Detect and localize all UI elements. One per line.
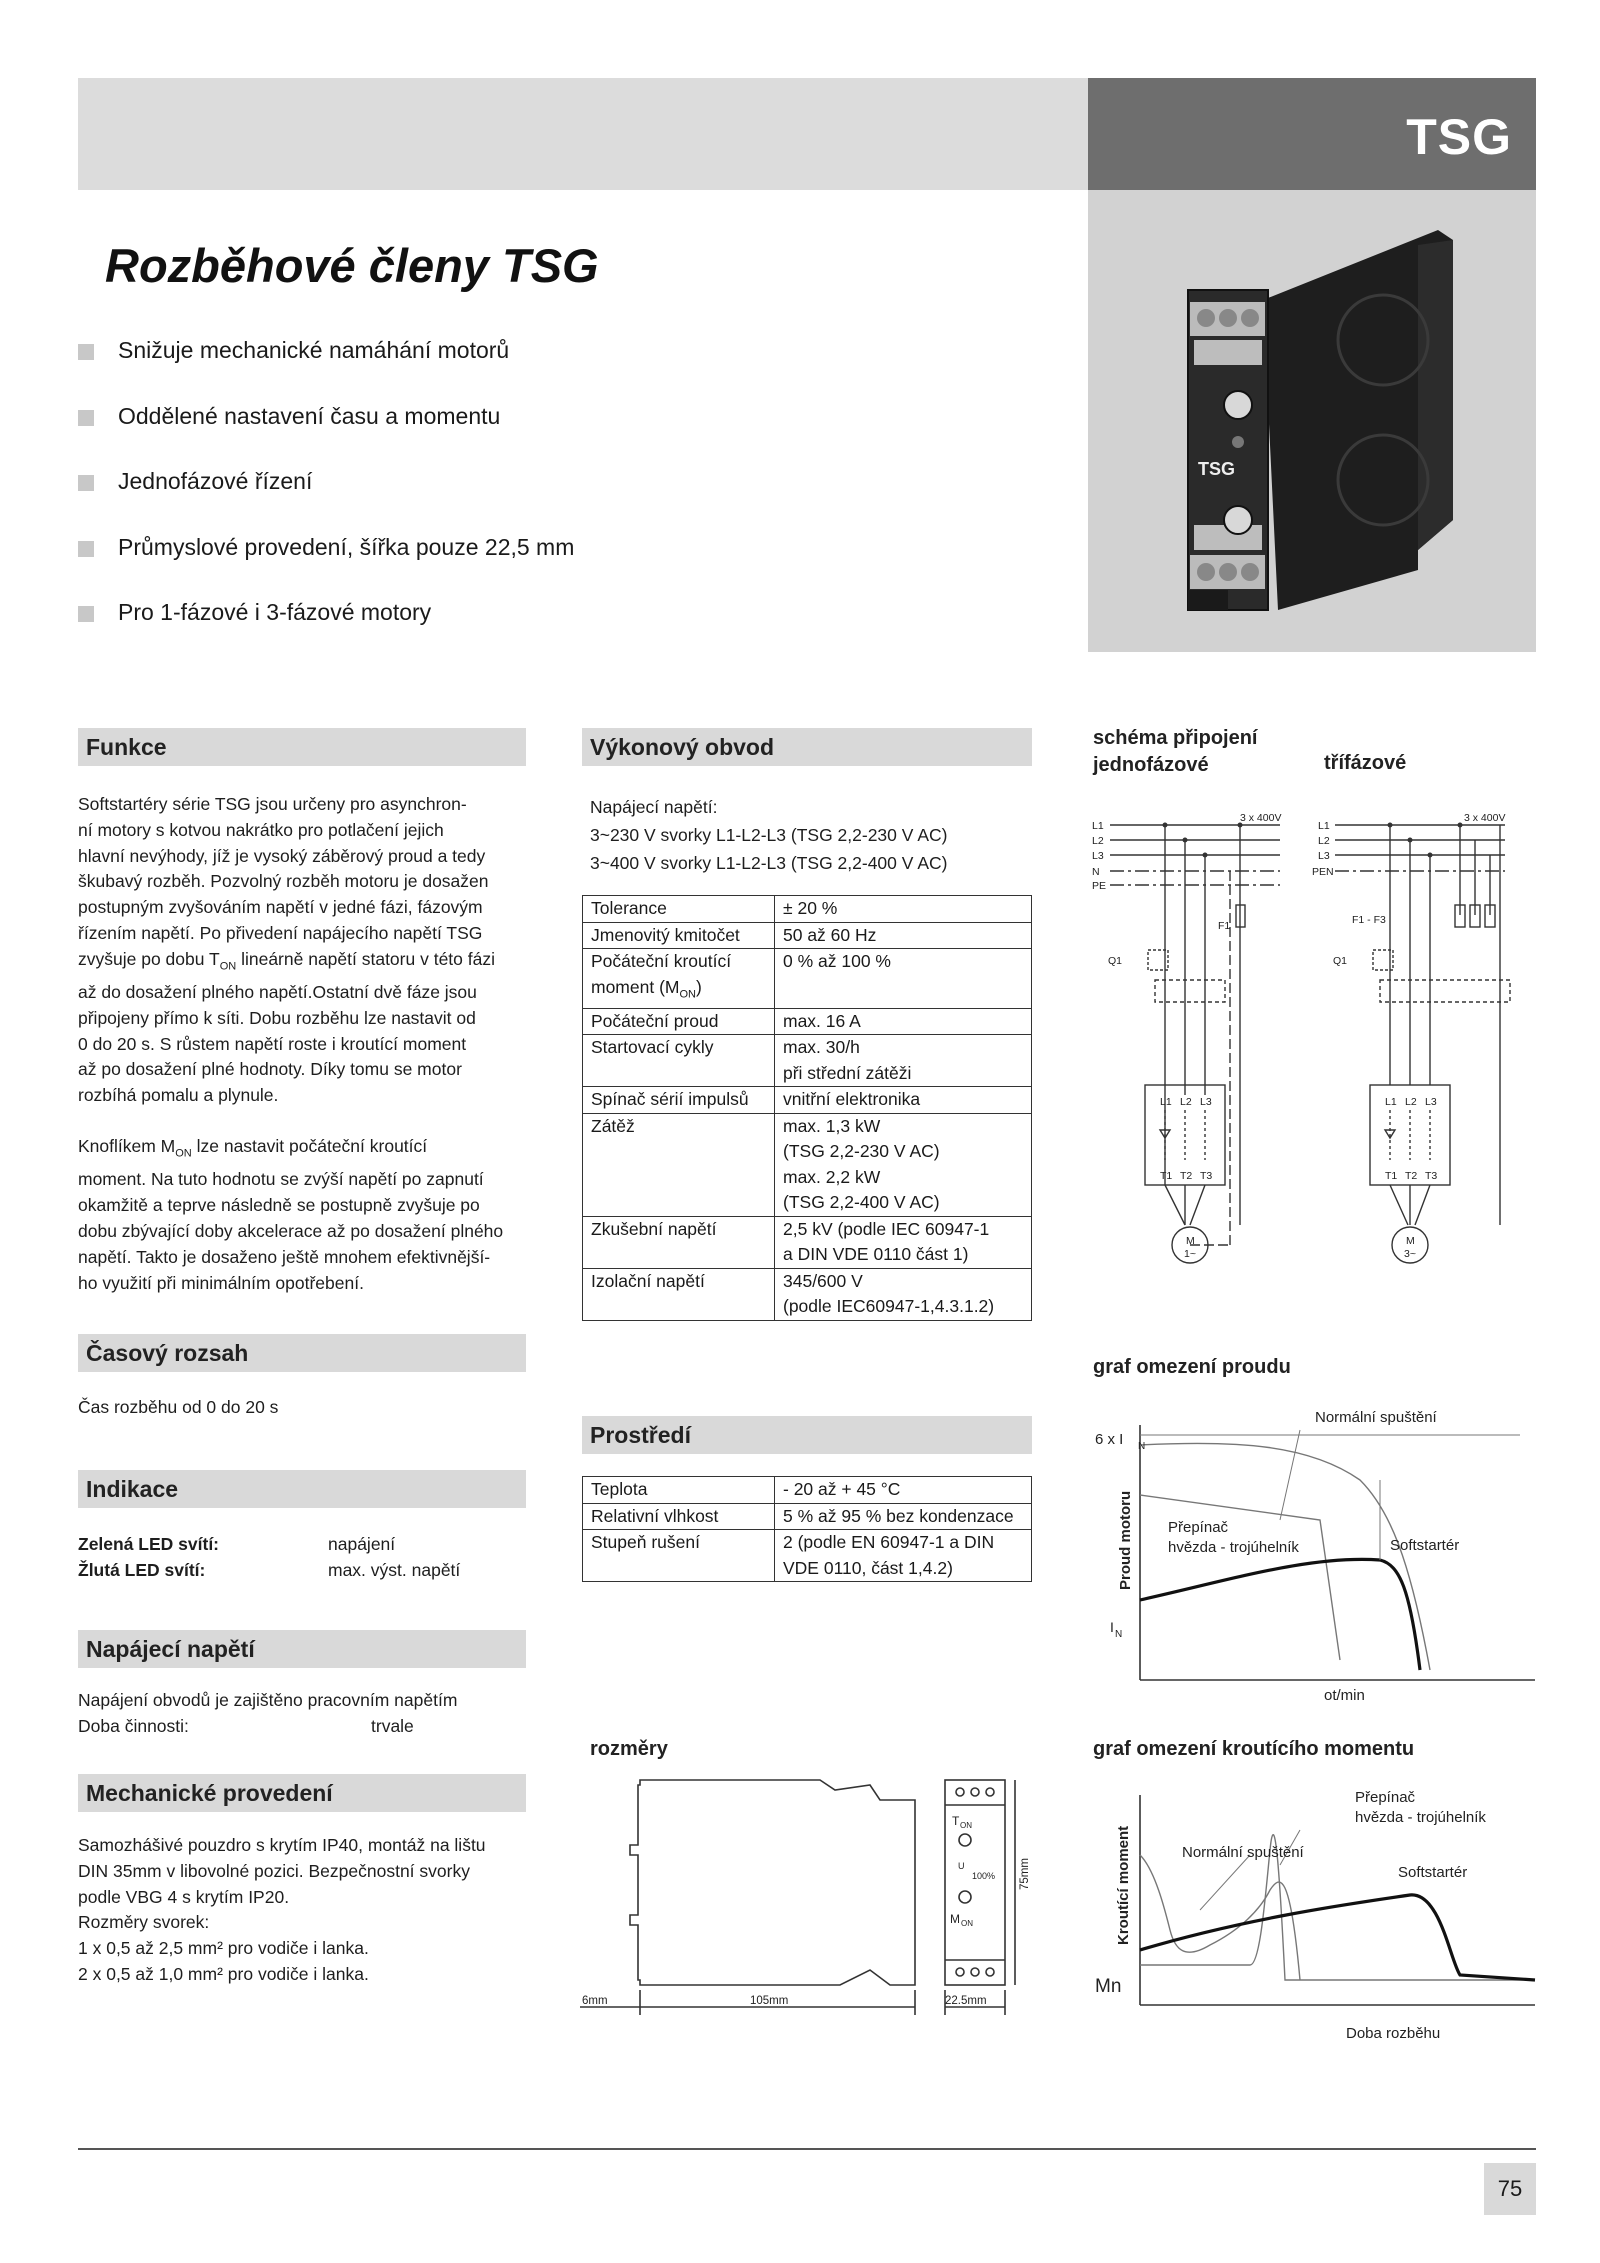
subscript: ON (679, 988, 696, 1000)
dimensions-drawing (580, 1775, 1040, 2035)
table-row (583, 1503, 1032, 1530)
current-limit-graph (1090, 1400, 1540, 1710)
indikace-value: max. výst. napětí (328, 1559, 461, 1580)
casovy-text: Čas rozběhu od 0 do 20 s (78, 1397, 279, 1417)
line-label: N (1092, 866, 1100, 878)
page-number: 75 (1484, 2163, 1536, 2215)
text-line: škubavý rozběh. Pozvolný rozběh motoru je dosažen (78, 871, 489, 892)
text-line: Napájení obvodů je zajištěno pracovním napětím (78, 1690, 458, 1710)
soft-label: Softstartér (1390, 1537, 1460, 1554)
header-band (78, 78, 1088, 190)
motor-label: M (1186, 1235, 1195, 1247)
schema-caption-3phase: třífázové (1324, 752, 1407, 774)
table-value (775, 1113, 1032, 1216)
text-line (78, 1714, 526, 1740)
page-title: Rozběhové členy TSG (105, 239, 599, 292)
text-line: Softstartéry série TSG jsou určeny pro asynchron- (78, 794, 467, 814)
text-line: připojeny přímo k síti. Dobu rozběhu lze nastavit od (78, 1007, 476, 1028)
table-row (583, 1268, 1032, 1320)
graf-moment-caption: graf omezení kroutícího momentu (1093, 1738, 1415, 1760)
value-line: (TSG 2,2-230 V AC) (783, 1141, 940, 1161)
line-label: L2 (1092, 835, 1104, 847)
text-line: ho využití při minimálním opotřebení. (78, 1272, 364, 1293)
ton-label: T (952, 1814, 960, 1828)
six-in-label: 6 x I (1095, 1431, 1124, 1448)
mon-sub: ON (961, 1919, 973, 1928)
text-run: 1 x 0,5 až 2,5 mm (78, 1938, 218, 1959)
table-key: Izolační napětí (583, 1268, 775, 1320)
text-line: rozbíhá pomalu a plynule. (78, 1085, 279, 1106)
text-line: ní motory s kotvou nakrátko pro potlačení jejich (78, 819, 444, 840)
table-value (775, 896, 1032, 923)
spacer (78, 1109, 526, 1134)
value-line: 0 % až 100 % (783, 951, 891, 971)
text-line: 3~400 V svorky L1-L2-L3 (TSG 2,2-400 V AC) (590, 853, 948, 873)
bullet-square-icon (78, 410, 94, 426)
line-label: L2 (1318, 835, 1330, 847)
feature-item (78, 337, 574, 403)
value-line: a DIN VDE 0110 část 1) (783, 1244, 969, 1264)
fuse-label: F1 (1218, 920, 1231, 932)
section-heading-casovy-rozsah: Časový rozsah (78, 1334, 526, 1372)
value-line: 2,5 kV (podle IEC 60947-1 (783, 1218, 990, 1239)
mon-label: M (950, 1912, 960, 1926)
table-value (775, 1216, 1032, 1268)
text-line: 3~230 V svorky L1-L2-L3 (TSG 2,2-230 V AC) (590, 825, 948, 845)
text-line: 0 do 20 s. S růstem napětí roste i kroutící moment (78, 1033, 467, 1054)
value-line: (podle IEC60947-1,4.3.1.2) (783, 1296, 995, 1316)
svg-text:TSG: TSG (1198, 459, 1236, 479)
table-key: Teplota (583, 1477, 775, 1504)
terminal-label: T3 (1425, 1170, 1438, 1182)
table-value (775, 1530, 1032, 1582)
supply-label: 3 x 400V (1240, 812, 1282, 824)
section-heading-vykonovy-obvod: Výkonový obvod (582, 728, 1032, 766)
indikace-key: Žlutá LED svítí: (78, 1559, 206, 1580)
text-line (78, 1936, 526, 1962)
line-label: L1 (1092, 820, 1104, 832)
table-value (775, 1477, 1032, 1504)
graf-proud-caption: graf omezení proudu (1093, 1356, 1291, 1378)
dim-105mm: 105mm (750, 1995, 789, 2007)
q1-label: Q1 (1108, 955, 1123, 967)
table-row (583, 1008, 1032, 1035)
table-row (583, 896, 1032, 923)
terminal-label: T1 (1385, 1170, 1398, 1182)
text-run: ) (695, 976, 702, 997)
table-key: Tolerance (583, 896, 775, 923)
mn-label: Mn (1095, 1976, 1122, 1997)
text-run: ² pro vodiče i lanka. (217, 1963, 369, 1984)
text-line: moment. Na tuto hodnotu se zvýší napětí po zapnutí (78, 1169, 484, 1190)
line-label: PEN (1312, 866, 1334, 878)
motor-phase: 3~ (1404, 1248, 1416, 1260)
napajeci-text (78, 1688, 526, 1740)
terminal-label: L3 (1425, 1096, 1437, 1108)
value-line: 5 % až 95 % bez kondenzace (783, 1505, 1014, 1526)
value-line: ± 20 % (783, 898, 838, 918)
x-axis-label: ot/min (1324, 1687, 1365, 1704)
value-line: max. 16 A (783, 1010, 861, 1031)
bullet-square-icon (78, 606, 94, 622)
feature-text: Jednofázové řízení (118, 468, 313, 494)
motor-phase: 1~ (1184, 1248, 1196, 1260)
y-axis-label: Kroutící moment (1115, 1825, 1132, 1945)
value-line: max. 30/h (783, 1037, 860, 1057)
line-label: PE (1092, 880, 1107, 892)
indikace-value: napájení (328, 1534, 396, 1554)
terminal-label: L1 (1385, 1096, 1397, 1108)
feature-text: Oddělené nastavení času a momentu (118, 402, 501, 429)
table-value (775, 1035, 1032, 1087)
table-key: Stupeň rušení (583, 1530, 775, 1582)
terminal-label: L1 (1160, 1096, 1172, 1108)
normal-label: Normální spuštění (1315, 1409, 1437, 1426)
text-line: Rozměry svorek: (78, 1912, 210, 1933)
line-label: L1 (1318, 820, 1330, 832)
text-line: Napájecí napětí: (590, 797, 718, 817)
section-heading-mechanicke-provedeni: Mechanické provedení (78, 1774, 526, 1812)
supply-label: 3 x 400V (1464, 812, 1506, 824)
vykon-intro (582, 793, 1032, 877)
footer-rule (78, 2148, 1536, 2150)
terminal-label: L3 (1200, 1096, 1212, 1108)
napajeci-key: Doba činnosti: (78, 1715, 189, 1736)
fuse-label: F1 - F3 (1352, 914, 1386, 926)
bullet-square-icon (78, 475, 94, 491)
table-row (583, 922, 1032, 949)
wiring-schematic (1090, 805, 1540, 1285)
text-run: Knoflíkem M (78, 1136, 176, 1157)
prepinac-label: hvězda - trojúhelník (1168, 1539, 1299, 1556)
six-in-sub: N (1138, 1441, 1146, 1452)
text-line: řízením napětí. Po přivedení napájecího napětí TSG (78, 922, 483, 943)
table-value (775, 1008, 1032, 1035)
feature-text: Snižuje mechanické namáhání motorů (118, 337, 510, 363)
schema-caption (1093, 725, 1258, 779)
table-value (775, 922, 1032, 949)
prostredi-table (582, 1476, 1032, 1582)
feature-item (78, 534, 574, 600)
indikace-row (78, 1532, 526, 1558)
indikace-key: Zelená LED svítí: (78, 1534, 220, 1554)
value-line: max. 1,3 kW (783, 1115, 881, 1136)
napajeci-value: trvale (371, 1715, 414, 1736)
value-line: (TSG 2,2-400 V AC) (783, 1192, 940, 1212)
text-line: hlavní nevýhody, jíž je vysoký záběrový proud a tedy (78, 845, 486, 866)
table-value (775, 1087, 1032, 1114)
text-line: postupným zvyšováním napětí v jedné fázi, fázovým (78, 897, 483, 918)
bullet-square-icon (78, 541, 94, 557)
table-key: Zátěž (583, 1113, 775, 1216)
torque-limit-graph (1090, 1780, 1540, 2040)
value-line: max. 2,2 kW (783, 1166, 881, 1187)
line-label: L3 (1318, 850, 1330, 862)
terminal-label: T1 (1160, 1170, 1173, 1182)
soft-label: Softstartér (1398, 1864, 1468, 1881)
x-axis-label: Doba rozběhu (1346, 2025, 1441, 2040)
section-heading-indikace: Indikace (78, 1470, 526, 1508)
text-line: podle VBG 4 s krytím IP20. (78, 1886, 290, 1907)
table-value (775, 949, 1032, 1009)
table-key: Startovací cykly (583, 1035, 775, 1087)
table-row (583, 949, 1032, 1009)
table-row (583, 1477, 1032, 1504)
feature-item (78, 468, 574, 534)
terminal-label: L2 (1180, 1096, 1192, 1108)
table-value (775, 1503, 1032, 1530)
key-line (591, 975, 766, 1008)
indikace-row (78, 1558, 526, 1584)
text-run: ² pro vodiče i lanka. (217, 1938, 369, 1959)
tsg-device-image (1088, 190, 1536, 652)
section-heading-funkce: Funkce (78, 728, 526, 766)
text-line: DIN 35mm v libovolné pozici. Bezpečnostní svorky (78, 1860, 470, 1881)
q1-label: Q1 (1333, 955, 1348, 967)
prepinac-label: hvězda - trojúhelník (1355, 1809, 1486, 1826)
text-run: lineárně napětí statoru v této fázi (236, 948, 495, 969)
caption-line: jednofázové (1093, 754, 1209, 776)
table-key: Spínač sérií impulsů (583, 1087, 775, 1114)
text-run: moment (M (591, 976, 680, 997)
feature-item (78, 599, 574, 665)
table-row (583, 1113, 1032, 1216)
caption-line: schéma připojení (1093, 727, 1258, 749)
table-row (583, 1035, 1032, 1087)
table-value (775, 1268, 1032, 1320)
value-line: při střední zátěži (783, 1062, 912, 1083)
text-line: až do dosažení plného napětí.Ostatní dvě fáze jsou (78, 982, 477, 1003)
funkce-text (78, 792, 526, 1296)
terminal-label: L2 (1405, 1096, 1417, 1108)
terminal-label: T2 (1180, 1170, 1193, 1182)
text-line: napětí. Takto je dosaženo ještě mnohem efektivnější- (78, 1246, 491, 1267)
table-key: Zkušební napětí (583, 1216, 775, 1268)
pct-label: 100% (972, 1871, 996, 1881)
table-row (583, 1530, 1032, 1582)
table-key: Relativní vlhkost (583, 1503, 775, 1530)
mech-text (78, 1833, 526, 1988)
value-line: vnitřní elektronika (783, 1089, 921, 1109)
vykon-table (582, 895, 1032, 1321)
text-run: zvyšuje po dobu T (78, 948, 220, 969)
prepinac-label: Přepínač (1168, 1519, 1229, 1536)
text-line: až po dosažení plné hodnoty. Díky tomu se motor (78, 1059, 462, 1080)
feature-list (78, 337, 574, 665)
value-line: VDE 0110, část 1,4.2) (783, 1557, 953, 1578)
table-key: Počáteční proud (583, 1008, 775, 1035)
table-key: Jmenovitý kmitočet (583, 922, 775, 949)
u-label: U (958, 1861, 965, 1871)
indikace-list (78, 1532, 526, 1584)
text-line (78, 1134, 526, 1167)
normal-label: Normální spuštění (1182, 1844, 1304, 1861)
value-line: 2 (podle EN 60947-1 a DIN (783, 1532, 995, 1552)
header-tag (1088, 78, 1536, 190)
in-label: I (1110, 1619, 1114, 1635)
header-tag-label: TSG (1406, 109, 1512, 165)
value-line: 345/600 V (783, 1270, 863, 1291)
ton-sub: ON (960, 1821, 972, 1830)
table-row (583, 1216, 1032, 1268)
dim-22-5mm: 22.5mm (945, 1995, 987, 2007)
subscript: ON (175, 1147, 192, 1160)
rozmery-caption: rozměry (590, 1738, 668, 1760)
section-heading-prostredi: Prostředí (582, 1416, 1032, 1454)
subscript: ON (219, 960, 237, 973)
text-line: okamžitě a teprve následně se postupně zvyšuje po (78, 1195, 480, 1216)
in-sub: N (1115, 1629, 1123, 1640)
feature-text: Průmyslové provedení, šířka pouze 22,5 mm (118, 533, 575, 560)
section-heading-napajeci-napeti: Napájecí napětí (78, 1630, 526, 1668)
value-line: 50 až 60 Hz (783, 924, 877, 945)
value-line: - 20 až + 45 °C (783, 1479, 901, 1499)
feature-text: Pro 1-fázové i 3-fázové motory (118, 599, 432, 625)
motor-label: M (1406, 1235, 1415, 1247)
terminal-label: T2 (1405, 1170, 1418, 1182)
text-line (78, 1962, 526, 1988)
prepinac-label: Přepínač (1355, 1789, 1416, 1806)
table-key (583, 949, 775, 1009)
text-line: Samozhášivé pouzdro s krytím IP40, montáž na lištu (78, 1835, 486, 1855)
terminal-label: T3 (1200, 1170, 1213, 1182)
feature-item (78, 403, 574, 469)
dim-75mm: 75mm (1019, 1858, 1031, 1890)
text-line (78, 947, 526, 980)
text-run: 2 x 0,5 až 1,0 mm (78, 1963, 218, 1984)
bullet-square-icon (78, 344, 94, 360)
text-run: lze nastavit počáteční kroutící (191, 1136, 428, 1157)
dim-6mm: 6mm (582, 1995, 608, 2007)
line-label: L3 (1092, 850, 1104, 862)
key-line: Počáteční kroutící (591, 951, 732, 971)
product-photo (1088, 190, 1536, 652)
y-axis-label: Proud motoru (1117, 1490, 1134, 1590)
text-line: dobu zbývající doby akcelerace až po dosažení plného (78, 1220, 504, 1241)
table-row (583, 1087, 1032, 1114)
